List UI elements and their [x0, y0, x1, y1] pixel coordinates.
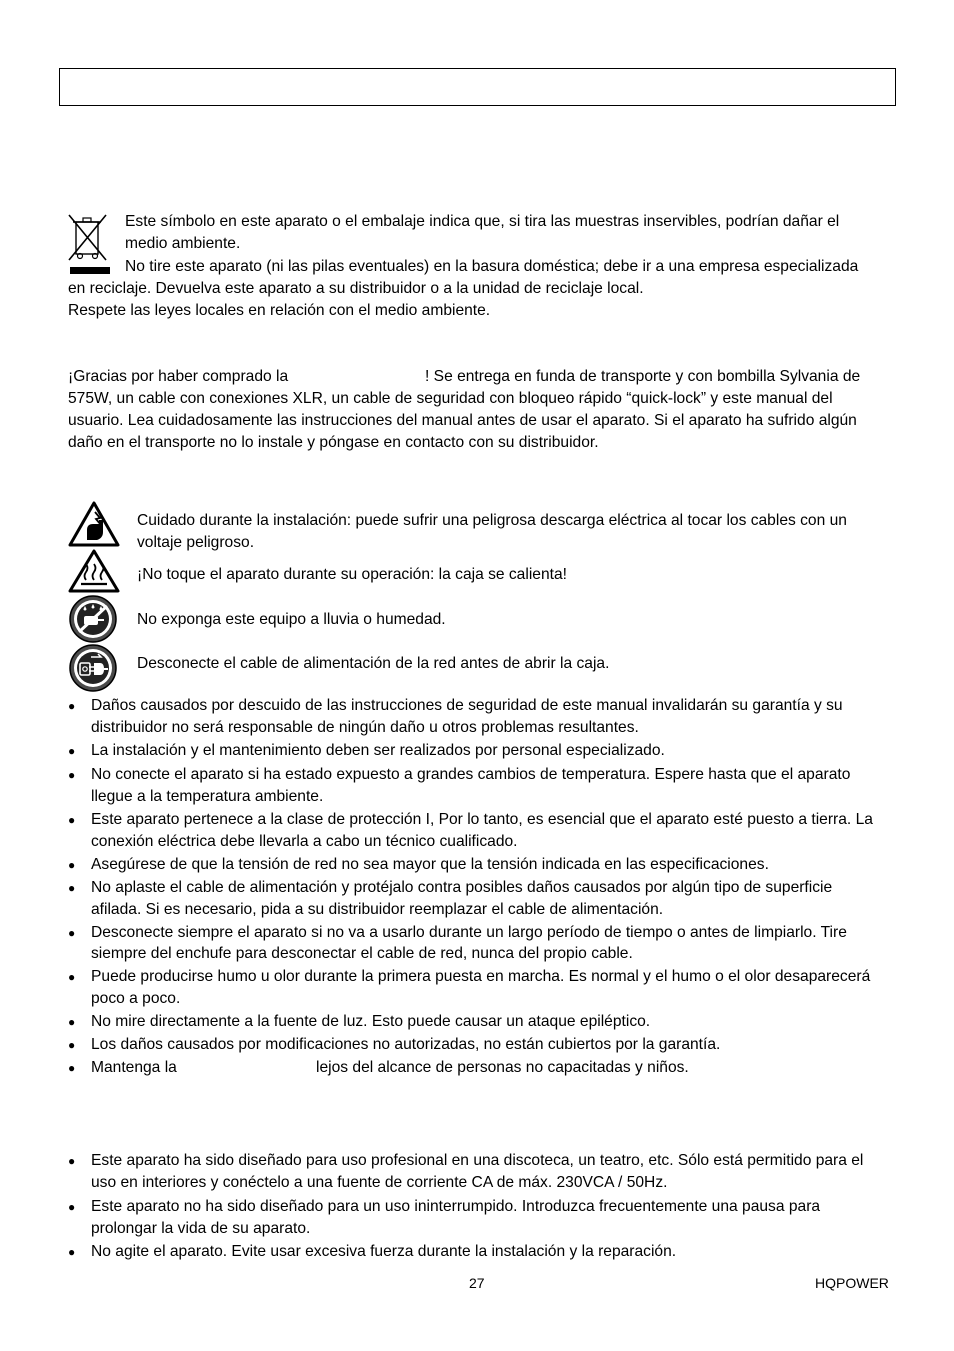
- weee-text-line: en reciclaje. Devuelva este aparato a su distribuidor o a la unidad de reciclaje local.: [68, 280, 644, 297]
- bullet-point: ●: [68, 744, 76, 758]
- safety-bullet-text: Los daños causados por modificaciones no autorizadas, no están cubiertos por la garantía.: [91, 1036, 721, 1053]
- safety-bullet-text: Este aparato pertenece a la clase de protección I, Por lo tanto, es esencial que el aparato esté puesto a tierra. La: [91, 811, 873, 828]
- bullet-point: ●: [68, 768, 76, 782]
- intro-line-start: ¡Gracias por haber comprado la: [68, 368, 289, 385]
- safety-bullet-text: conexión eléctrica debe llevarla a cabo un técnico cualificado.: [91, 833, 518, 850]
- page-number: 27: [469, 1275, 485, 1291]
- safety-bullet-text: La instalación y el mantenimiento deben ser realizados por personal especializado.: [91, 742, 665, 759]
- safety-bullet-text: Daños causados por descuido de las instrucciones de seguridad de este manual invalidarán su garantía y su: [91, 697, 843, 714]
- bullet-point: ●: [68, 699, 76, 713]
- usage-bullet-text: prolongar la vida de su aparato.: [91, 1220, 311, 1237]
- bullet-point: ●: [68, 1015, 76, 1029]
- bullet-point: ●: [68, 1061, 76, 1075]
- warning-electric-shock-line: Cuidado durante la instalación: puede sufrir una peligrosa descarga eléctrica al tocar los cables con un: [137, 512, 847, 529]
- safety-bullet-text: No conecte el aparato si ha estado expuesto a grandes cambios de temperatura. Espere hasta que el aparato: [91, 766, 851, 783]
- unplug-icon: [67, 643, 119, 693]
- keep-away-end: lejos del alcance de personas no capacitadas y niños.: [316, 1059, 689, 1076]
- safety-bullet-text: Puede producirse humo u olor durante la primera puesta en marcha. Es normal y el humo o el olor desaparecerá: [91, 968, 871, 985]
- bullet-point: ●: [68, 1154, 76, 1168]
- header-box: [59, 68, 896, 106]
- bullet-point: ●: [68, 1245, 76, 1259]
- intro-line: 575W, un cable con conexiones XLR, un cable de seguridad con bloqueo rápido “quick-lock” y este manual del: [68, 390, 833, 407]
- bullet-point: ●: [68, 1200, 76, 1214]
- bullet-point: ●: [68, 858, 76, 872]
- safety-bullet-text: poco a poco.: [91, 990, 181, 1007]
- usage-bullet-text: No agite el aparato. Evite usar excesiva fuerza durante la instalación y la reparación.: [91, 1243, 677, 1260]
- keep-away-start: Mantenga la: [91, 1059, 177, 1076]
- warning-hot-surface: ¡No toque el aparato durante su operación: la caja se calienta!: [137, 566, 567, 583]
- warning-unplug: Desconecte el cable de alimentación de la red antes de abrir la caja.: [137, 655, 610, 672]
- weee-text-line: Respete las leyes locales en relación con el medio ambiente.: [68, 302, 491, 319]
- safety-bullet-text: distribuidor no será responsable de ningún daño u otros problemas resultantes.: [91, 719, 639, 736]
- safety-bullet-text: llegue a la temperatura ambiente.: [91, 788, 324, 805]
- safety-bullet-text: Asegúrese de que la tensión de red no sea mayor que la tensión indicada en las especificaciones.: [91, 856, 769, 873]
- brand-name: HQPOWER: [815, 1275, 889, 1291]
- no-rain-icon: [67, 594, 119, 644]
- electric-shock-warning-icon: [67, 500, 121, 548]
- bullet-point: ●: [68, 881, 76, 895]
- usage-bullet-text: uso en interiores y conéctelo a una fuente de corriente CA de máx. 230VCA / 50Hz.: [91, 1174, 668, 1191]
- warning-electric-shock-line: voltaje peligroso.: [137, 534, 255, 551]
- bullet-point: ●: [68, 1038, 76, 1052]
- safety-bullet-text: afilada. Si es necesario, pida a su distribuidor reemplazar el cable de alimentación.: [91, 901, 664, 918]
- bullet-point: ●: [68, 813, 76, 827]
- bullet-point: ●: [68, 970, 76, 984]
- safety-bullet-text: Desconecte siempre el aparato si no va a usarlo durante un largo período de tiempo o antes de limpiarlo. Tire: [91, 924, 847, 941]
- bullet-point: ●: [68, 926, 76, 940]
- intro-line: usuario. Lea cuidadosamente las instrucciones del manual antes de usar el aparato. Si el aparato ha sufrido algún: [68, 412, 857, 429]
- weee-text-line: medio ambiente.: [125, 235, 241, 252]
- safety-bullet-text: siempre del enchufe para desconectar el cable de red, nunca del propio cable.: [91, 945, 633, 962]
- hot-surface-warning-icon: [67, 548, 121, 594]
- weee-text-line: No tire este aparato (ni las pilas eventuales) en la basura doméstica; debe ir a una empresa especializada: [125, 258, 859, 275]
- warning-no-rain: No exponga este equipo a lluvia o humedad.: [137, 611, 446, 628]
- intro-line-end: ! Se entrega en funda de transporte y con bombilla Sylvania de: [425, 368, 861, 385]
- intro-line: daño en el transporte no lo instale y póngase en contacto con su distribuidor.: [68, 434, 599, 451]
- safety-bullet-text: No mire directamente a la fuente de luz. Esto puede causar un ataque epiléptico.: [91, 1013, 651, 1030]
- usage-bullet-text: Este aparato no ha sido diseñado para un uso ininterrumpido. Introduzca frecuentemente una pausa para: [91, 1198, 821, 1215]
- weee-text-line: Este símbolo en este aparato o el embalaje indica que, si tira las muestras inservibles, podrían dañar el: [125, 213, 840, 230]
- safety-bullet-text: No aplaste el cable de alimentación y protéjalo contra posibles daños causados por algún tipo de superficie: [91, 879, 833, 896]
- usage-bullet-text: Este aparato ha sido diseñado para uso profesional en una discoteca, un teatro, etc. Sólo está permitido para el: [91, 1152, 864, 1169]
- crossed-out-wheelie-bin-icon: [66, 212, 110, 276]
